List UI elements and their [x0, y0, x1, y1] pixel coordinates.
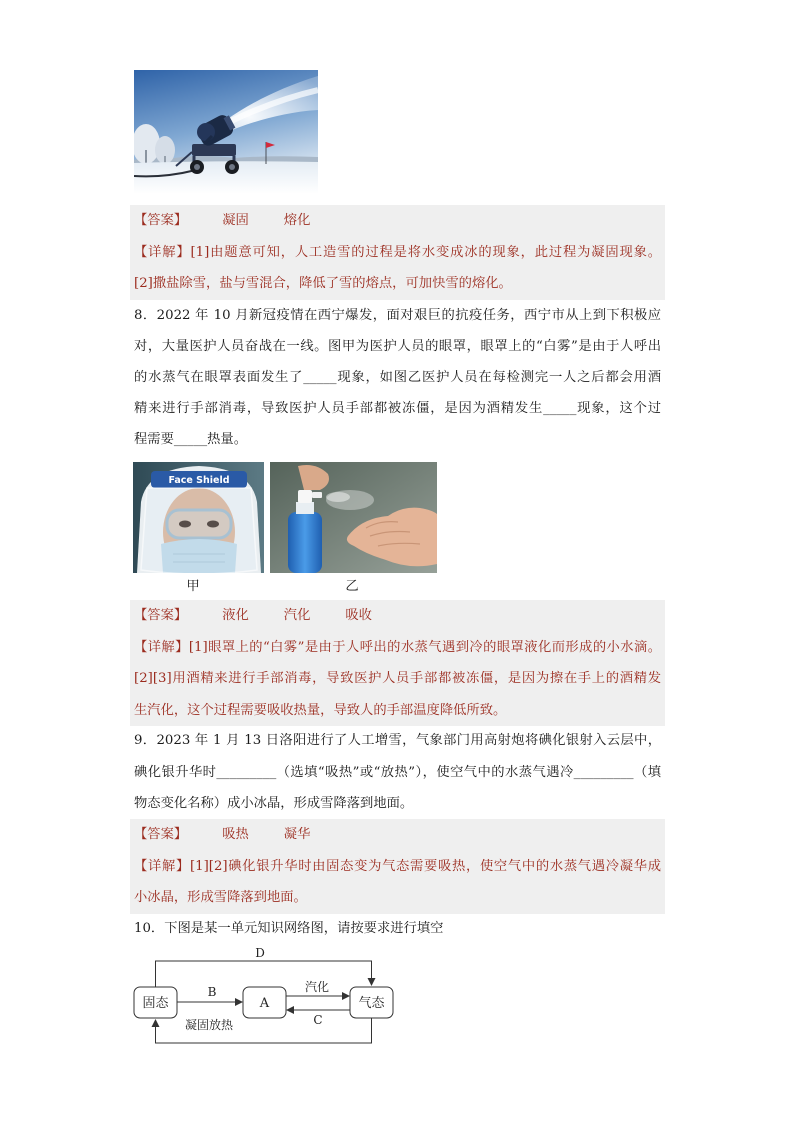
- answer-value: 吸收: [345, 608, 372, 623]
- label-d: D: [255, 946, 265, 960]
- question-line: 精来进行手部消毒，导致医护人员手部都被冻僵，是因为酒精发生_____现象，这个过: [134, 401, 661, 416]
- answer-line: [134, 819, 661, 851]
- node-gas: 气态: [358, 996, 385, 1011]
- detail-line: 生汽化，这个过程需要吸收热量，导致人的手部温度降低所致。: [134, 702, 507, 718]
- answer-tag: 【答案】: [134, 827, 188, 842]
- detail-tag: 【详解】: [134, 244, 191, 260]
- figure-label-jia: 甲: [186, 579, 200, 594]
- node-solid: 固态: [142, 996, 169, 1011]
- detail-line: [134, 632, 661, 664]
- answer-value: 熔化: [283, 213, 311, 228]
- answer-line: [134, 205, 661, 237]
- q7-answer-block: [130, 205, 665, 300]
- question-line: 对，大量医护人员奋战在一线。图甲为医护人员的眼罩，眼罩上的“白雾”是由于人呼出: [134, 339, 661, 354]
- question-line: 8．2022 年 10 月新冠疫情在西宁爆发，面对艰巨的抗疫任务，西宁市从上到下积极应: [134, 308, 661, 323]
- label-freezing: 凝固放热: [184, 1018, 234, 1032]
- answer-value: 凝华: [283, 827, 311, 842]
- detail-line: [134, 237, 661, 269]
- question-8: [130, 300, 665, 455]
- detail-line: 小冰晶，形成雪降落到地面。: [134, 890, 307, 905]
- detail-line: [2][3]用酒精来进行手部消毒，导致医护人员手部都被冻僵，是因为擦在手上的酒精发: [134, 671, 661, 686]
- question-line: 物态变化名称）成小冰晶，形成雪降落到地面。: [134, 796, 414, 811]
- spray-mist: [326, 490, 374, 510]
- question-line: 碘化银升华时_________（选填“吸热”或“放热”），使空气中的水蒸气遇冷_________（填: [134, 764, 661, 780]
- answer-tag: 【答案】: [134, 213, 188, 228]
- arrow-d-top-loop: [156, 961, 372, 987]
- question-line: 10．下图是某一单元知识网络图，请按要求进行填空: [134, 921, 444, 936]
- node-a: A: [259, 996, 270, 1011]
- question-9: [130, 725, 665, 820]
- answer-value: 凝固: [222, 213, 249, 228]
- q8-answer-block: [130, 600, 665, 726]
- answer-value: 汽化: [283, 608, 311, 623]
- question-line: 程需要_____热量。: [134, 432, 248, 447]
- state-change-diagram: [120, 940, 410, 1052]
- detail-text: [1]眼罩上的“白雾”是由于人呼出的水蒸气遇到冷的眼罩液化而形成的小水滴。: [188, 639, 661, 655]
- face-shield-photo: [133, 462, 264, 573]
- detail-tag: 【详解】: [134, 639, 189, 655]
- answer-tag: 【答案】: [134, 608, 188, 623]
- detail-line: [134, 851, 661, 883]
- answer-value: 液化: [222, 608, 249, 623]
- figure-label-yi: 乙: [345, 579, 359, 594]
- detail-text: [1][2]碘化银升华时由固态变为气态需要吸热，使空气中的水蒸气遇冷凝华成: [189, 858, 662, 874]
- answer-line: [134, 600, 661, 632]
- shield-band-print: Face Shield: [168, 475, 230, 486]
- q9-answer-block: [130, 819, 665, 914]
- detail-line: [2]撒盐除雪，盐与雪混合，降低了雪的熔点，可加快雪的熔化。: [134, 276, 512, 291]
- detail-text: [1]由题意可知，人工造雪的过程是将水变成冰的现象，此过程为凝固现象。: [190, 244, 661, 260]
- clear-shield: [141, 488, 257, 573]
- answer-value: 吸热: [222, 827, 249, 842]
- hand-spray-photo: [270, 462, 437, 573]
- snow-cannon-photo: [134, 70, 318, 194]
- question-line: 的水蒸气在眼罩表面发生了_____现象，如图乙医护人员在每检测完一人之后都会用酒: [134, 370, 661, 385]
- label-c: C: [313, 1013, 323, 1027]
- label-vaporize: 汽化: [304, 980, 330, 994]
- detail-tag: 【详解】: [134, 858, 190, 874]
- label-b: B: [207, 985, 217, 999]
- question-line: 9．2023 年 1 月 13 日洛阳进行了人工增雪，气象部门用高射炮将碘化银射入云层中，: [134, 733, 661, 748]
